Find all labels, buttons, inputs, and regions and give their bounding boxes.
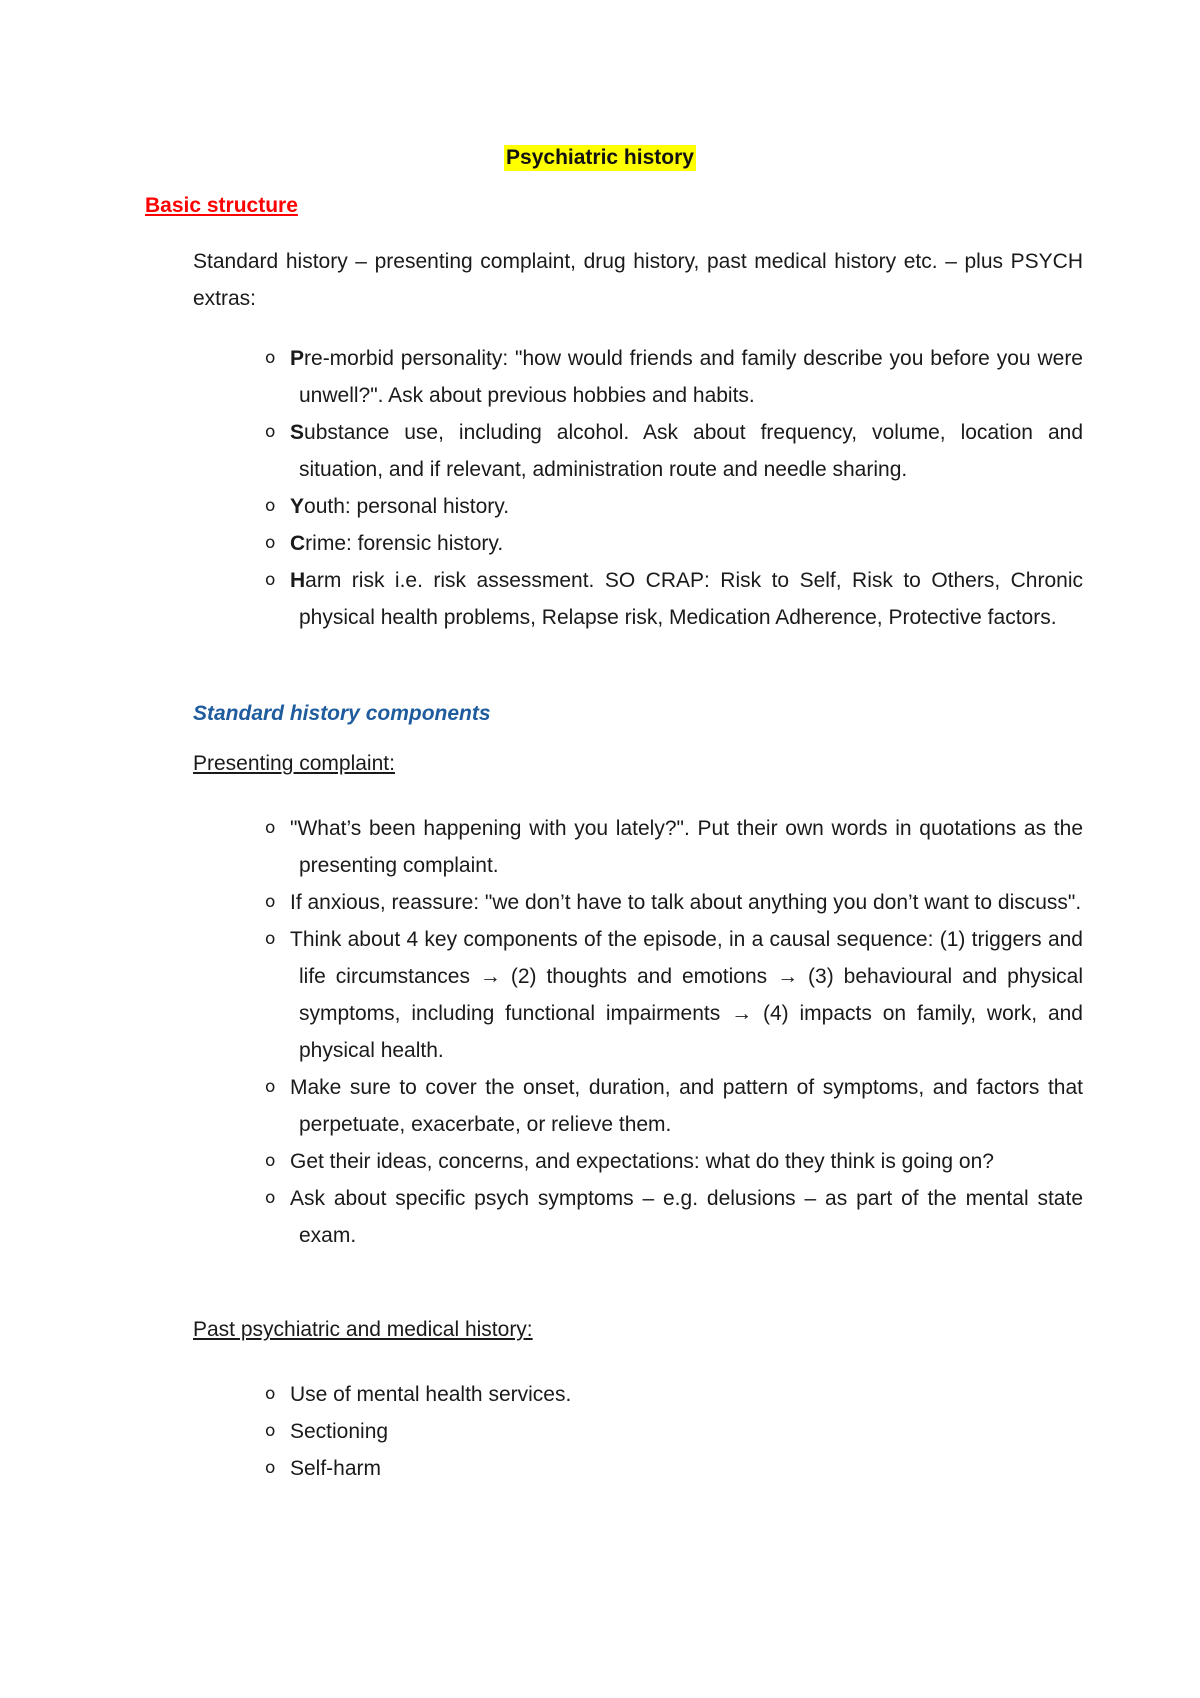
list-item [193,340,1083,414]
list-item: o If anxious, reassure: "we don’t have to talk about anything you don’t want to discuss". [193,884,1083,921]
title-wrap [0,145,1200,171]
bullet-icon: o [265,496,276,516]
bullet-icon: o [265,422,276,442]
list-item-text: outh: personal history. [304,495,510,518]
intro-paragraph: Standard history – presenting complaint, drug history, past medical history etc. – plus PSYCH extras: [193,250,1083,310]
past-history-list [193,1376,1083,1487]
section-heading-basic-structure: Basic structure [145,194,298,217]
list-item-bold: H [290,569,306,592]
bullet-icon: o [265,570,276,590]
subheading-presenting-complaint: Presenting complaint: [193,752,395,775]
subheading-past-history: Past psychiatric and medical history: [193,1318,533,1341]
list-item-text: re-morbid personality: "how would friends and family describe you before you were unwell?". Ask about previous hobbies and habits. [299,347,1083,407]
list-item-text: rime: forensic history. [305,532,504,555]
bullet-icon: o [265,818,276,838]
section-heading-standard-history: Standard history components [193,702,491,725]
list-item-text: ubstance use, including alcohol. Ask about frequency, volume, location and situation, and if relevant, administration route and needle sharing. [299,421,1083,481]
list-item-bold: P [290,347,305,370]
psych-extras-list [193,340,1083,636]
list-item-bold: Y [290,495,305,518]
presenting-complaint-list [193,810,1083,1254]
list-item: o Ask about specific psych symptoms – e.g. delusions – as part of the mental state exam. [193,1180,1083,1254]
bullet-icon: o [265,1421,276,1441]
bullet-icon: o [265,892,276,912]
bullet-icon: o [265,1151,276,1171]
list-item [193,488,1083,525]
list-item: o Self-harm [193,1450,1083,1487]
list-item: o Get their ideas, concerns, and expectations: what do they think is going on? [193,1143,1083,1180]
list-item: o "What’s been happening with you lately?". Put their own words in quotations as the presenting complaint. [193,810,1083,884]
list-item-text: arm risk i.e. risk assessment. SO CRAP: Risk to Self, Risk to Others, Chronic physical health problems, Relapse risk, Medication Adherence, Protective factors. [299,569,1083,629]
list-item [193,562,1083,636]
list-item: o Think about 4 key components of the episode, in a causal sequence: (1) triggers and life circumstances → (2) thoughts and emotions → (3) behavioural and physical symptoms, including functional impairments → (4) impacts on family, work, and physical health. [193,921,1083,1069]
page-title: Psychiatric history [506,146,694,169]
list-item-bold: S [290,421,305,444]
list-item: o Sectioning [193,1413,1083,1450]
list-item [193,525,1083,562]
bullet-icon: o [265,1077,276,1097]
list-item: o Make sure to cover the onset, duration, and pattern of symptoms, and factors that perpetuate, exacerbate, or relieve them. [193,1069,1083,1143]
bullet-icon: o [265,1458,276,1478]
list-item-bold: C [290,532,306,555]
bullet-icon: o [265,1188,276,1208]
bullet-icon: o [265,1384,276,1404]
bullet-icon: o [265,929,276,949]
bullet-icon: o [265,348,276,368]
list-item: o Use of mental health services. [193,1376,1083,1413]
list-item [193,414,1083,488]
bullet-icon: o [265,533,276,553]
